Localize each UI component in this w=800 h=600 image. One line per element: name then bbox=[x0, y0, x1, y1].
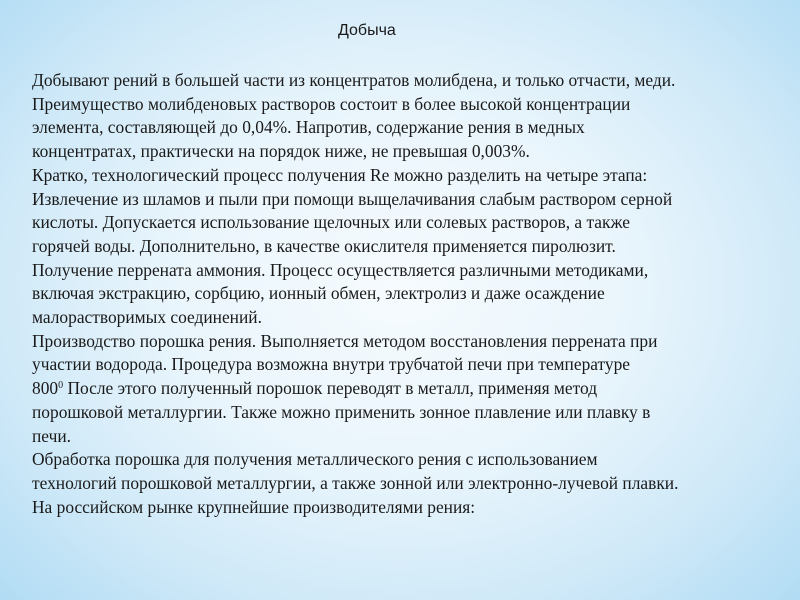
body-line: горячей воды. Дополнительно, в качестве окислителя применяется пиролюзит. bbox=[32, 235, 616, 256]
temperature-value: 800 bbox=[32, 378, 59, 399]
body-line: малорастворимых соединений. bbox=[32, 307, 262, 328]
body-line: Извлечение из шламов и пыли при помощи выщелачивания слабым раствором серной bbox=[32, 188, 673, 209]
slide-body bbox=[32, 69, 782, 519]
body-line: Обработка порошка для получения металлического рения с использованием bbox=[32, 449, 598, 470]
body-line: Получение перрената аммония. Процесс осуществляется различными методиками, bbox=[32, 259, 649, 280]
body-line: концентратах, практически на порядок ниже, не превышая 0,003%. bbox=[32, 141, 530, 162]
body-line-temperature bbox=[32, 377, 782, 401]
body-line-remainder: После этого полученный порошок переводят в металл, применяя метод bbox=[63, 378, 598, 399]
body-line: На российском рынке крупнейшие производителями рения: bbox=[32, 496, 476, 517]
body-line: печи. bbox=[32, 425, 71, 446]
body-line: Кратко, технологический процесс получения Re можно разделить на четыре этапа: bbox=[32, 164, 648, 185]
body-line: элемента, составляющей до 0,04%. Напротив, содержание рения в медных bbox=[32, 117, 585, 138]
degree-superscript: 0 bbox=[58, 380, 64, 392]
body-line: Добывают рений в большей части из концентратов молибдена, и только отчасти, меди. bbox=[32, 70, 676, 90]
body-line: включая экстракцию, сорбцию, ионный обмен, электролиз и даже осаждение bbox=[32, 283, 605, 304]
body-line: участии водорода. Процедура возможна внутри трубчатой печи при температуре bbox=[32, 354, 631, 375]
body-line: Производство порошка рения. Выполняется методом восстановления перрената при bbox=[32, 330, 658, 351]
slide-title: Добыча bbox=[338, 22, 396, 39]
body-line: кислоты. Допускается использование щелочных или солевых растворов, а также bbox=[32, 212, 630, 233]
body-line: технологий порошковой металлургии, а также зонной или электронно-лучевой плавки. bbox=[32, 472, 679, 493]
body-line: Преимущество молибденовых растворов состоит в более высокой концентрации bbox=[32, 93, 631, 114]
body-line: порошковой металлургии. Также можно применить зонное плавление или плавку в bbox=[32, 401, 651, 422]
